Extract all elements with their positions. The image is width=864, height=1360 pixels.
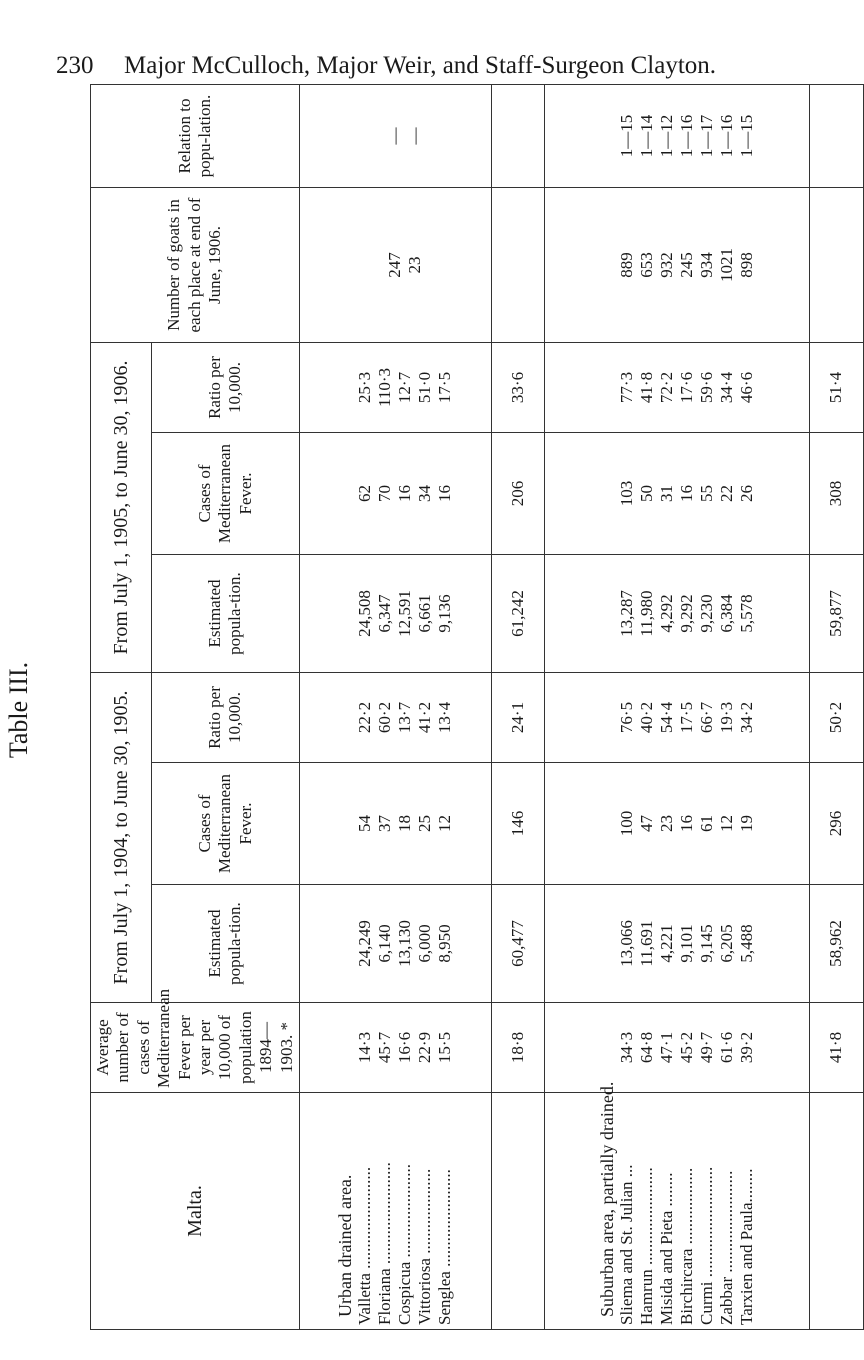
cases-value: 31	[657, 485, 677, 502]
place-name: Vittoriosa ....................	[415, 1168, 435, 1325]
suburban-ratio1906-cell	[545, 343, 809, 433]
cases-value: 61	[697, 815, 717, 832]
goats-value: 245	[677, 252, 697, 278]
cases-value: 18	[395, 815, 415, 832]
relation-value: 1—17	[697, 114, 717, 158]
cases-value: 55	[697, 485, 717, 502]
data-table	[90, 84, 864, 1330]
cases-value: 16	[395, 485, 415, 502]
suburban-cases1905-cell	[545, 763, 809, 885]
place-name: Sliema and St. Julian ...	[617, 1164, 637, 1325]
cases-value: 70	[375, 485, 395, 502]
ratio-value: 110·3	[375, 367, 395, 408]
ratio-value: 77·3	[617, 371, 637, 404]
cases-value: 23	[657, 815, 677, 832]
ratio-value: 60·2	[375, 701, 395, 734]
average-value: 61·6	[717, 1031, 737, 1064]
place-name: Curmi ..........................	[697, 1166, 717, 1325]
cases-total: 308	[809, 433, 863, 555]
ratio-value: 41·8	[637, 371, 657, 404]
population-value: 9,230	[697, 594, 717, 633]
period-1904-1905-header: From July 1, 1904, to June 30, 1905.	[91, 673, 152, 1003]
ratio-value: 17·5	[677, 701, 697, 734]
average-total: 41·8	[809, 1003, 863, 1093]
population-value: 5,488	[737, 924, 757, 963]
urban-pop1905-cell	[299, 885, 491, 1003]
average-value: 34·3	[617, 1031, 637, 1064]
running-title: Major McCulloch, Major Weir, and Staff-Surgeon Clayton.	[124, 52, 717, 79]
average-value: 45·7	[375, 1031, 395, 1064]
population-total: 58,962	[809, 885, 863, 1003]
urban-ratio1905-cell	[299, 673, 491, 763]
suburban-ratio1905-cell	[545, 673, 809, 763]
cases-value: 16	[677, 485, 697, 502]
est-pop-1905-header: Estimated popula-tion.	[152, 885, 300, 1003]
population-value: 9,136	[435, 594, 455, 633]
average-value: 14·3	[355, 1031, 375, 1064]
goats-value: 1021	[717, 248, 737, 282]
cases-value: 34	[415, 485, 435, 502]
suburban-cases1906-cell	[545, 433, 809, 555]
malta-header: Malta.	[91, 1093, 300, 1330]
cases-value: 62	[355, 485, 375, 502]
population-value: 6,000	[415, 924, 435, 963]
suburban-average-cell	[545, 1003, 809, 1093]
cases-total: 146	[491, 763, 545, 885]
table-title-text: Table III.	[4, 661, 33, 759]
goats-value: 247	[385, 252, 405, 278]
relation-value: 1—15	[737, 114, 757, 158]
place-name: Hamrun .......................	[637, 1167, 657, 1325]
ratio-value: 19·3	[717, 701, 737, 734]
page-number: 230	[56, 52, 94, 79]
cases-total: 206	[491, 433, 545, 555]
section-label-urban: Urban drained area.	[335, 1174, 356, 1317]
place-name: Senglea .......................	[435, 1169, 455, 1325]
urban-cases1905-cell	[299, 763, 491, 885]
urban-places-cell	[299, 1093, 491, 1330]
place-name: Valletta ........................	[355, 1166, 375, 1325]
relation-value: 1—16	[677, 114, 697, 158]
population-value: 11,691	[637, 920, 657, 967]
place-name: Zabbar ........................	[717, 1170, 737, 1325]
average-value: 47·1	[657, 1031, 677, 1064]
goats-header: Number of goats in each place at end of June, 1906.	[91, 188, 300, 343]
cases-1906-header: Cases of Mediterranean Fever.	[152, 433, 300, 555]
table-row-urban	[299, 85, 491, 1330]
population-value: 4,221	[657, 924, 677, 963]
relation-value: —	[405, 127, 425, 145]
ratio-value: 41·2	[415, 701, 435, 734]
cases-value: 26	[737, 485, 757, 502]
population-value: 11,980	[637, 590, 657, 637]
suburban-total-label-cell	[809, 1093, 863, 1330]
cases-value: 50	[637, 485, 657, 502]
average-value: 45·2	[677, 1031, 697, 1064]
goats-value: 898	[737, 252, 757, 278]
ratio-total: 50·2	[809, 673, 863, 763]
average-value: 39·2	[737, 1031, 757, 1064]
average-value: 15·5	[435, 1031, 455, 1064]
population-value: 6,661	[415, 594, 435, 633]
population-value: 8,950	[435, 924, 455, 963]
goats-value: 23	[405, 256, 425, 274]
cases-value: 103	[617, 480, 637, 507]
average-value: 16·6	[395, 1031, 415, 1064]
period-1905-1906-header: From July 1, 1905, to June 30, 1906.	[91, 343, 152, 673]
population-value: 6,140	[375, 924, 395, 963]
population-value: 13,066	[617, 920, 637, 967]
ratio-value: 25·3	[355, 371, 375, 404]
cases-value: 25	[415, 815, 435, 832]
header-row-groups	[91, 85, 152, 1330]
cases-value: 16	[677, 815, 697, 832]
cases-value: 12	[435, 815, 455, 832]
urban-goats-cell	[299, 188, 491, 343]
table-row-urban-total	[491, 85, 545, 1330]
goats-total	[809, 188, 863, 343]
ratio-value: 40·2	[637, 701, 657, 734]
ratio-value: 13·7	[395, 701, 415, 734]
cases-value: 12	[717, 815, 737, 832]
population-value: 24,249	[355, 920, 375, 967]
population-value: 4,292	[657, 594, 677, 633]
est-pop-1906-header: Estimated popula-tion.	[152, 555, 300, 673]
relation-value: 1—12	[657, 114, 677, 158]
table-title	[4, 650, 34, 770]
relation-value: 1—15	[617, 114, 637, 158]
suburban-relation-cell	[545, 85, 809, 188]
place-name: Birchircara ..................	[677, 1167, 697, 1325]
cases-value: 100	[617, 810, 637, 837]
ratio-total: 51·4	[809, 343, 863, 433]
goats-value: 932	[657, 252, 677, 278]
ratio-value: 54·4	[657, 701, 677, 734]
cases-value: 16	[435, 485, 455, 502]
relation-total	[491, 85, 545, 188]
suburban-places-cell	[545, 1081, 809, 1330]
table-frame	[90, 85, 846, 1330]
urban-pop1906-cell	[299, 555, 491, 673]
urban-cases1906-cell	[299, 433, 491, 555]
population-value: 5,578	[737, 594, 757, 633]
population-value: 9,101	[677, 924, 697, 963]
relation-header: Relation to popu-lation.	[91, 85, 300, 188]
population-value: 6,384	[717, 594, 737, 633]
ratio-value: 66·7	[697, 701, 717, 734]
average-value: 64·8	[637, 1031, 657, 1064]
ratio-value: 12·7	[395, 371, 415, 404]
cases-value: 47	[637, 815, 657, 832]
ratio-1905-header: Ratio per 10,000.	[152, 673, 300, 763]
relation-value: 1—14	[637, 114, 657, 158]
urban-total-label-cell	[491, 1093, 545, 1330]
population-value: 9,292	[677, 594, 697, 633]
ratio-value: 34·2	[737, 701, 757, 734]
place-name: Tarxien and Paula........	[737, 1168, 757, 1325]
ratio-total: 33·6	[491, 343, 545, 433]
average-value: 49·7	[697, 1031, 717, 1064]
population-value: 13,130	[395, 920, 415, 967]
section-label-suburban: Suburban area, partially drained.	[597, 1081, 618, 1317]
ratio-value: 22·2	[355, 701, 375, 734]
goats-value: 889	[617, 252, 637, 278]
population-total: 59,877	[809, 555, 863, 673]
suburban-pop1906-cell	[545, 555, 809, 673]
cases-total: 296	[809, 763, 863, 885]
table-row-suburban-total	[809, 85, 863, 1330]
ratio-value: 72·2	[657, 371, 677, 404]
urban-ratio1906-cell	[299, 343, 491, 433]
goats-total	[491, 188, 545, 343]
place-name: Floriana ........................	[375, 1162, 395, 1325]
ratio-value: 76·5	[617, 701, 637, 734]
ratio-1906-header: Ratio per 10,000.	[152, 343, 300, 433]
ratio-value: 17·6	[677, 371, 697, 404]
ratio-value: 51·0	[415, 371, 435, 404]
goats-value: 653	[637, 252, 657, 278]
population-value: 6,347	[375, 594, 395, 633]
average-value: 22·9	[415, 1031, 435, 1064]
population-value: 13,287	[617, 590, 637, 637]
place-name: Cospicua ......................	[395, 1163, 415, 1325]
cases-value: 54	[355, 815, 375, 832]
ratio-value: 13·4	[435, 701, 455, 734]
place-name: Misida and Pieta ........	[657, 1172, 677, 1325]
average-header: Average number of cases of Mediterranean Fever per year per 10,000 of population 1894—1903. *	[91, 1003, 300, 1093]
relation-total	[809, 85, 863, 188]
suburban-pop1905-cell	[545, 885, 809, 1003]
cases-value: 22	[717, 485, 737, 502]
urban-relation-cell	[299, 85, 491, 188]
goats-value: 934	[697, 252, 717, 278]
ratio-total: 24·1	[491, 673, 545, 763]
ratio-value: 34·4	[717, 371, 737, 404]
ratio-value: 17·5	[435, 371, 455, 404]
population-total: 60,477	[491, 885, 545, 1003]
ratio-value: 59·6	[697, 371, 717, 404]
population-total: 61,242	[491, 555, 545, 673]
relation-value: 1—16	[717, 114, 737, 158]
suburban-goats-cell	[545, 188, 809, 343]
urban-average-cell	[299, 1003, 491, 1093]
cases-1905-header: Cases of Mediterranean Fever.	[152, 763, 300, 885]
population-value: 9,145	[697, 924, 717, 963]
cases-value: 19	[737, 815, 757, 832]
population-value: 24,508	[355, 590, 375, 637]
cases-value: 37	[375, 815, 395, 832]
ratio-value: 46·6	[737, 371, 757, 404]
relation-value: —	[385, 127, 405, 145]
page-header	[0, 40, 801, 90]
rotated-table-wrapper	[90, 85, 846, 1330]
population-value: 12,591	[395, 590, 415, 637]
population-value: 6,205	[717, 924, 737, 963]
table-row-suburban	[545, 85, 809, 1330]
average-total: 18·8	[491, 1003, 545, 1093]
